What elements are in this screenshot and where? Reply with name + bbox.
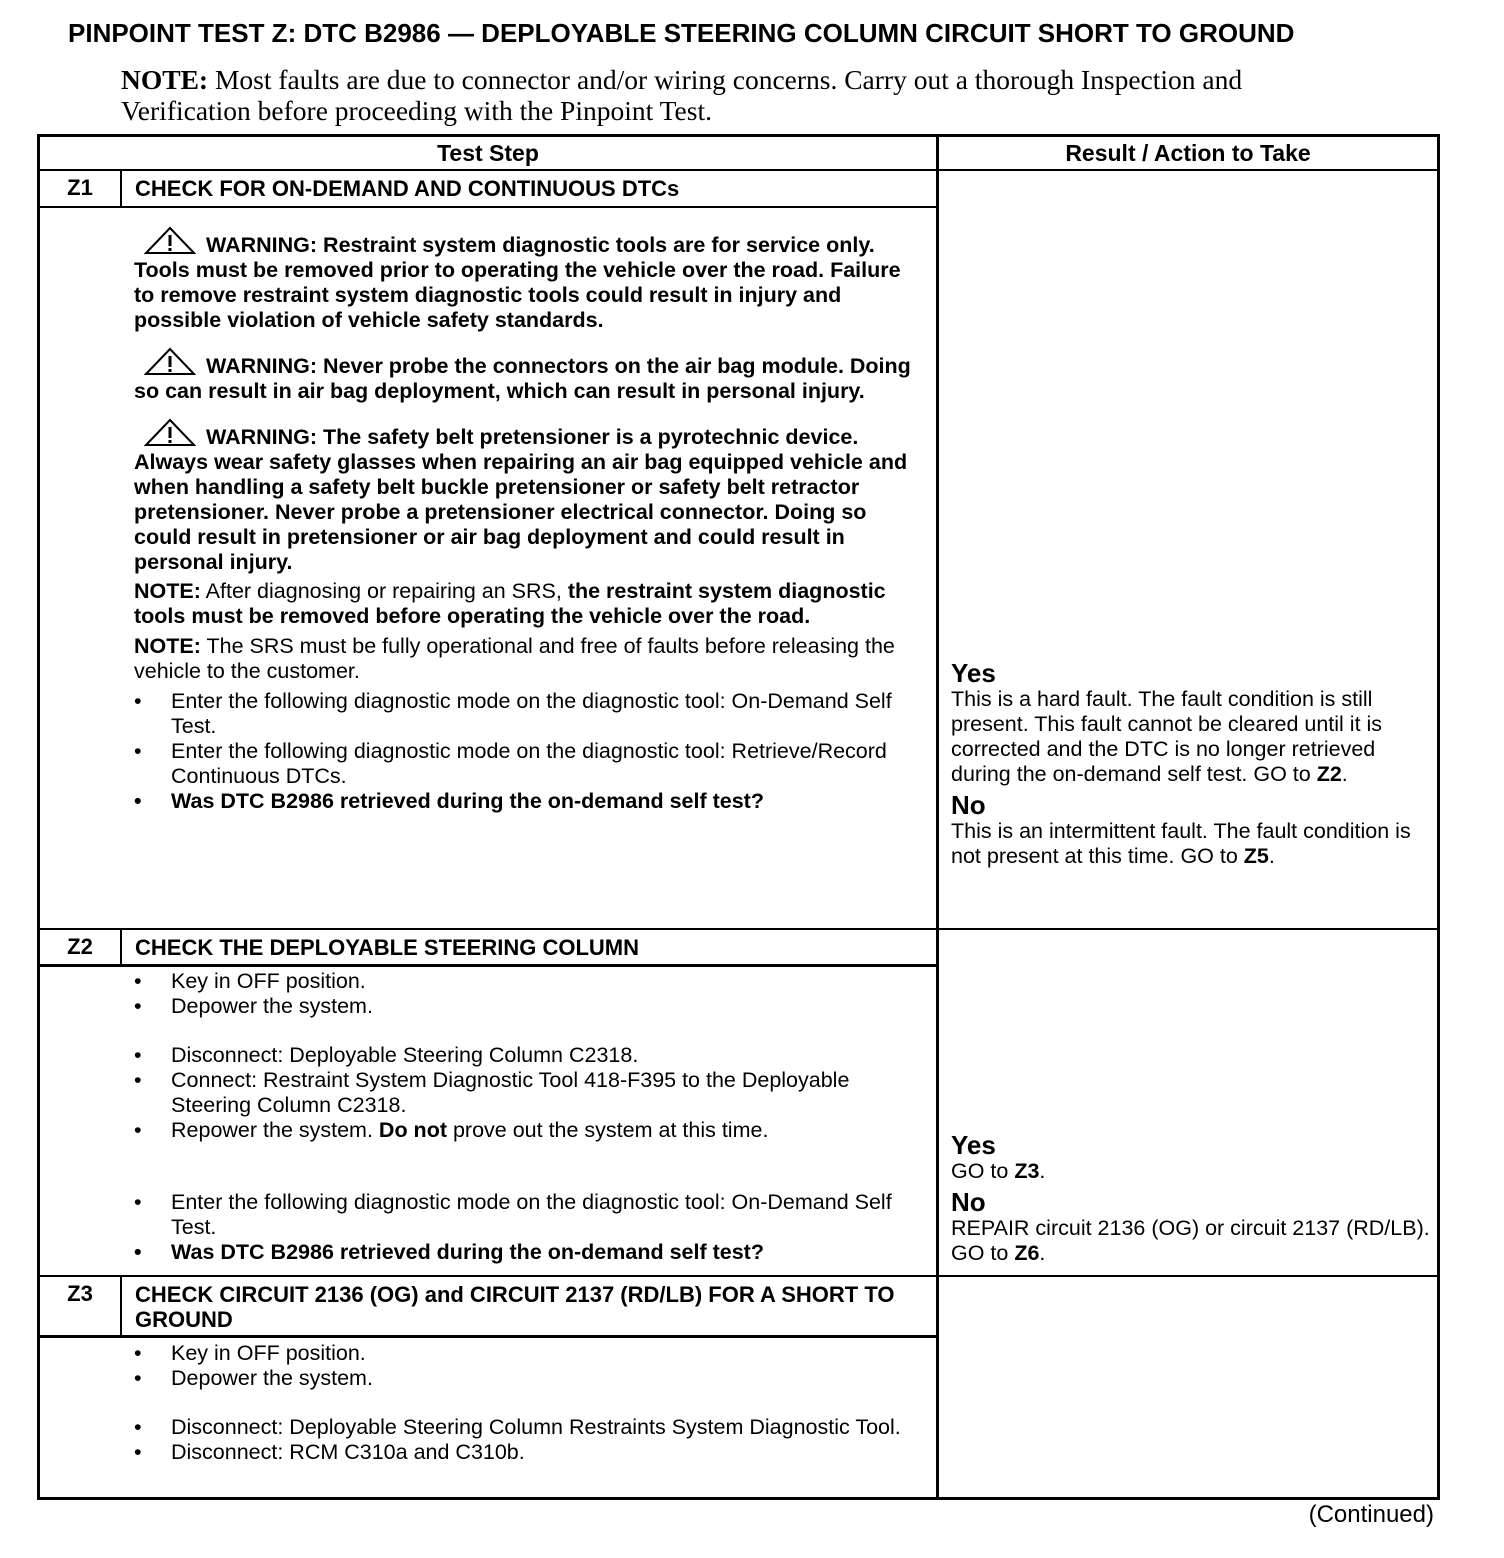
z1-yes-label: Yes [951, 658, 996, 688]
step-title-z3: CHECK CIRCUIT 2136 (OG) and CIRCUIT 2137 (RD/LB) FOR A SHORT TO GROUND [135, 1282, 895, 1332]
warning-2: WARNING: Never probe the connectors on the air bag module. Doing so can result in air bag deployment, which can result in personal injury. [134, 347, 920, 404]
list-item: • Connect: Restraint System Diagnostic Tool 418-F395 to the Deployable Steering Column C2318. [134, 1068, 920, 1118]
z1-no-label: No [951, 790, 986, 820]
z1-yes-text: This is a hard fault. The fault condition is still present. This fault cannot be cleared until it is corrected and the DTC is no longer retrieved during the on-demand self test. GO to Z2. [951, 687, 1383, 786]
list-item: • Key in OFF position. [134, 969, 920, 994]
result-z2 [939, 1127, 1437, 1270]
warning-triangle-icon [144, 347, 196, 377]
list-item: • Repower the system. Do not prove out the system at this time. [134, 1118, 920, 1143]
list-item: • Key in OFF position. [134, 1341, 920, 1366]
z2-question: • Was DTC B2986 retrieved during the on-demand self test? [134, 1240, 920, 1265]
link-z5[interactable]: Z5 [1243, 844, 1269, 868]
warning-triangle-icon [144, 226, 196, 256]
header-test-step: Test Step [437, 140, 539, 166]
list-item: • Disconnect: Deployable Steering Column C2318. [134, 1043, 920, 1068]
z1-question: • Was DTC B2986 retrieved during the on-demand self test? [134, 789, 920, 814]
z1-note-1: NOTE: After diagnosing or repairing an SRS, the restraint system diagnostic tools must be removed before operating the vehicle over the road. [134, 579, 886, 628]
link-z2[interactable]: Z2 [1316, 762, 1342, 786]
warning-1: WARNING: Restraint system diagnostic tools are for service only. Tools must be removed prior to operating the vehicle over the road. Failure to remove restraint system diagnostic tools could result in injury and possible violation of vehicle safety standards. [134, 226, 920, 333]
list-item: • Enter the following diagnostic mode on the diagnostic tool: On-Demand Self Test. [134, 1190, 920, 1240]
z2-yes-label: Yes [951, 1130, 996, 1160]
step-id-z1: Z1 [67, 175, 93, 200]
link-z6[interactable]: Z6 [1014, 1241, 1040, 1265]
list-item: • Depower the system. [134, 994, 920, 1019]
step-id-z2: Z2 [67, 934, 93, 959]
z1-no-text: This is an intermittent fault. The fault condition is not present at this time. GO to Z5. [951, 819, 1411, 868]
result-z1 [939, 655, 1437, 873]
step-id-z3: Z3 [67, 1281, 93, 1306]
warning-3: WARNING: The safety belt pretensioner is a pyrotechnic device. Always wear safety glasses when repairing an air bag equipped vehicle and when handling a safety belt buckle pretensioner or safety belt retractor pretensioner. Never probe a pretensioner electrical connector. Doing so could result in pretensioner or air bag deployment and could result in personal injury. [134, 418, 920, 575]
step-title-z2: CHECK THE DEPLOYABLE STEERING COLUMN [135, 935, 640, 960]
z2-no-text: REPAIR circuit 2136 (OG) or circuit 2137 (RD/LB). GO to Z6. [951, 1216, 1430, 1265]
warning-triangle-icon [144, 418, 196, 448]
page-title: PINPOINT TEST Z: DTC B2986 — DEPLOYABLE STEERING COLUMN CIRCUIT SHORT TO GROUND [68, 18, 1295, 48]
list-item: • Disconnect: RCM C310a and C310b. [134, 1440, 920, 1465]
list-item: • Enter the following diagnostic mode on the diagnostic tool: Retrieve/Record Continuous DTCs. [134, 739, 920, 789]
header-result: Result / Action to Take [1065, 140, 1311, 166]
step-body-z1 [120, 208, 920, 814]
link-z3[interactable]: Z3 [1014, 1159, 1040, 1183]
z2-yes-text: GO to Z3. [951, 1159, 1046, 1183]
list-item: • Enter the following diagnostic mode on the diagnostic tool: On-Demand Self Test. [134, 689, 920, 739]
step-body-z3 [120, 1341, 920, 1465]
step-title-z1: CHECK FOR ON-DEMAND AND CONTINUOUS DTCs [135, 176, 680, 201]
list-item: • Depower the system. [134, 1366, 920, 1391]
z2-no-label: No [951, 1187, 986, 1217]
intro-note [121, 64, 1271, 126]
intro-note-label: NOTE: [121, 64, 209, 95]
list-item: • Disconnect: Deployable Steering Column Restraints System Diagnostic Tool. [134, 1415, 920, 1440]
continued-label: (Continued) [1308, 1501, 1434, 1528]
step-body-z2 [120, 969, 920, 1265]
z1-note-2: NOTE: The SRS must be fully operational and free of faults before releasing the vehicle to the customer. [134, 634, 895, 683]
intro-note-text: Most faults are due to connector and/or wiring concerns. Carry out a thorough Inspection and Verification before proceeding with the Pinpoint Test. [121, 64, 1243, 126]
